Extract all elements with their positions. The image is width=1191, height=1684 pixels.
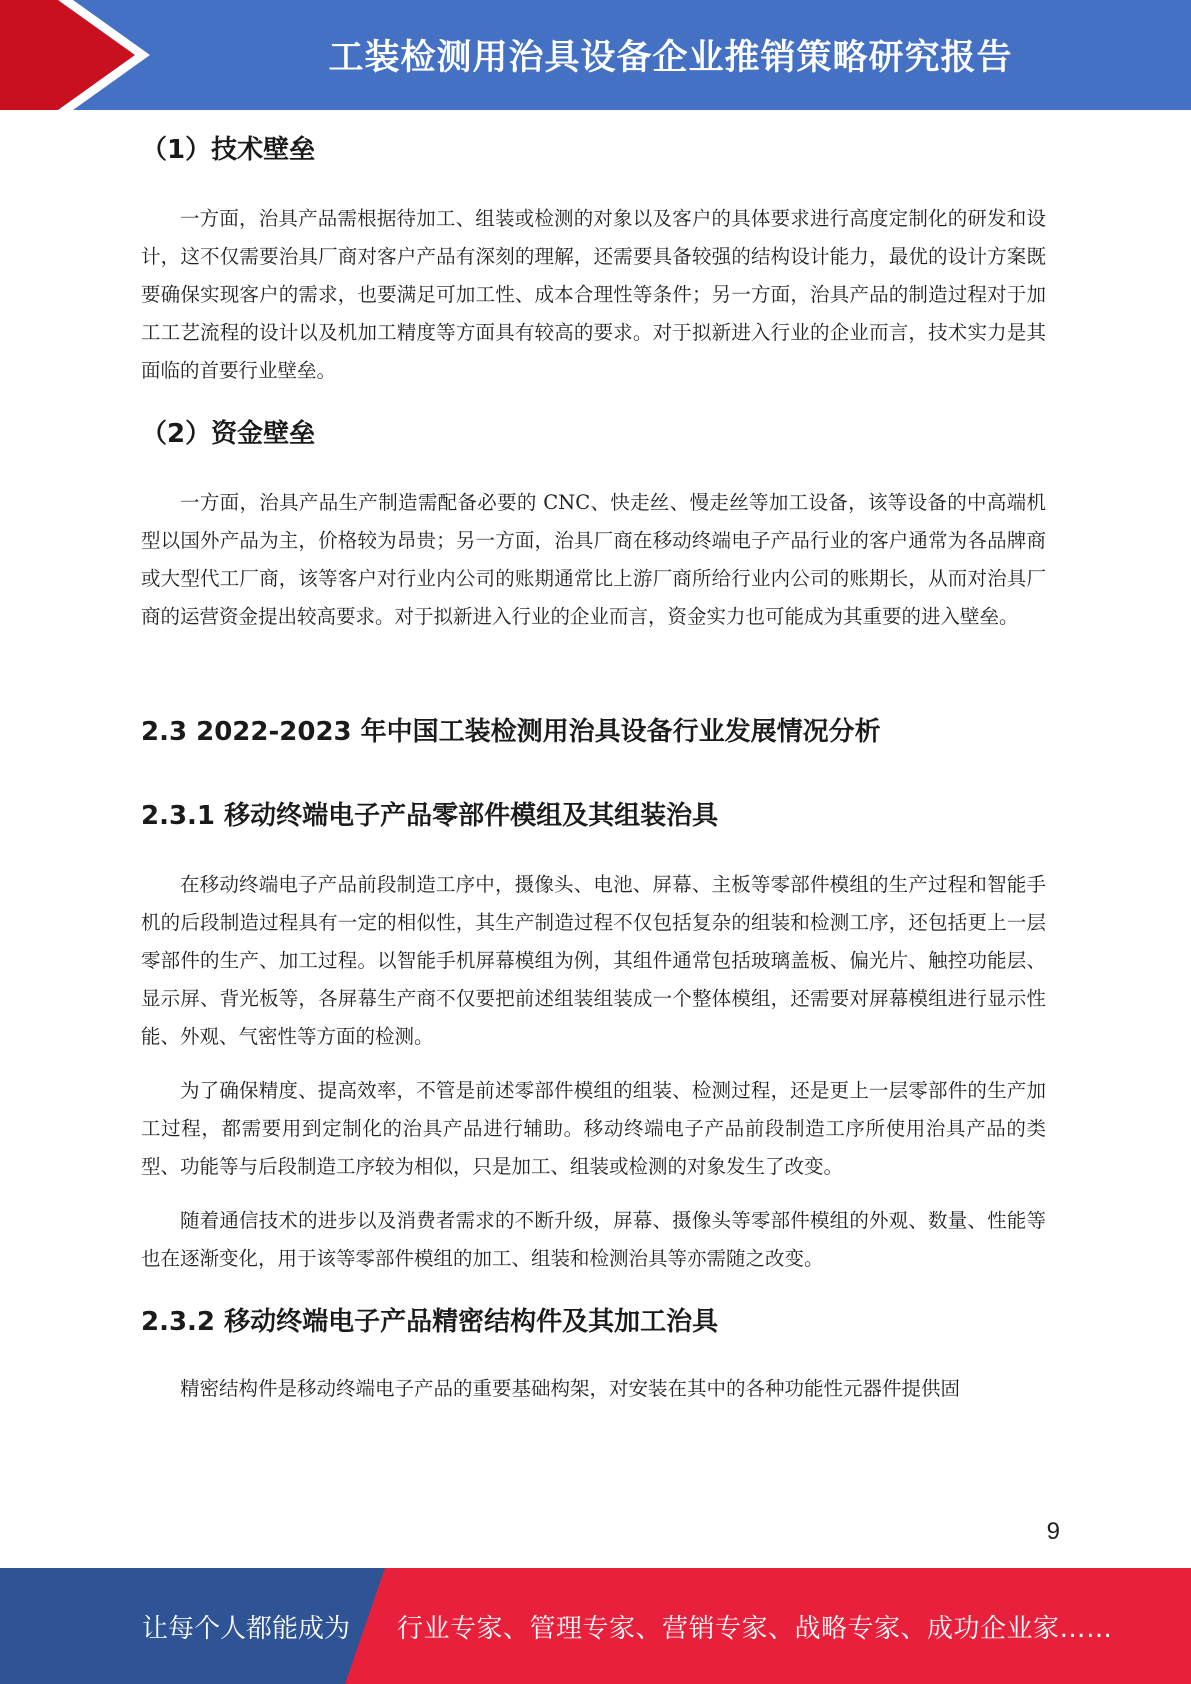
- header-chevron-decoration: [0, 0, 150, 110]
- heading-technical-barrier: （1）技术壁垒: [141, 135, 316, 165]
- section-heading-2-3-2: 2.3.2 移动终端电子产品精密结构件及其加工治具: [141, 1307, 719, 1337]
- paragraph-2-3-1-c: 随着通信技术的进步以及消费者需求的不断升级，屏幕、摄像头等零部件模组的外观、数量、性能等也在逐渐变化，用于该等零部件模组的加工、组装和检测治具等亦需随之改变。: [141, 1209, 1046, 1270]
- paragraph-2-3-2: 精密结构件是移动终端电子产品的重要基础构架，对安装在其中的各种功能性元器件提供固: [180, 1377, 961, 1400]
- page-footer: [0, 1568, 1191, 1684]
- section-heading-2-3: 2.3 2022-2023 年中国工装检测用治具设备行业发展情况分析: [141, 717, 881, 747]
- page-content: [141, 118, 1046, 1408]
- footer-slogan-right: 行业专家、管理专家、营销专家、战略专家、成功企业家……: [397, 1613, 1113, 1644]
- paragraph-2-3-1-a: 在移动终端电子产品前段制造工序中，摄像头、电池、屏幕、主板等零部件模组的生产过程和智能手机的后段制造过程具有一定的相似性，其生产制造过程不仅包括复杂的组装和检测工序，还包括更上一层零部件的生产、加工过程。以智能手机屏幕模组为例，其组件通常包括玻璃盖板、偏光片、触控功能层、显示屏、背光板等，各屏幕生产商不仅要把前述组装组装成一个整体模组，还需要对屏幕模组进行显示性能、外观、气密性等方面的检测。: [141, 873, 1046, 1048]
- paragraph-technical-barrier: 一方面，治具产品需根据待加工、组装或检测的对象以及客户的具体要求进行高度定制化的研发和设计，这不仅需要治具厂商对客户产品有深刻的理解，还需要具备较强的结构设计能力，最优的设计方案既要确保实现客户的需求，也要满足可加工性、成本合理性等条件；另一方面，治具产品的制造过程对于加工工艺流程的设计以及机加工精度等方面具有较高的要求。对于拟新进入行业的企业而言，技术实力是其面临的首要行业壁垒。: [141, 207, 1046, 382]
- section-heading-2-3-1: 2.3.1 移动终端电子产品零部件模组及其组装治具: [141, 801, 719, 831]
- heading-capital-barrier: （2）资金壁垒: [141, 419, 316, 449]
- footer-slogan-left: 让每个人都能成为: [142, 1613, 351, 1644]
- page-number: 9: [1046, 1518, 1060, 1545]
- page-header: [0, 0, 1191, 110]
- paragraph-capital-barrier: 一方面，治具产品生产制造需配备必要的 CNC、快走丝、慢走丝等加工设备，该等设备的中高端机型以国外产品为主，价格较为昂贵；另一方面，治具厂商在移动终端电子产品行业的客户通常为各品牌商或大型代工厂商，该等客户对行业内公司的账期通常比上游厂商所给行业内公司的账期长，从而对治具厂商的运营资金提出较高要求。对于拟新进入行业的企业而言，资金实力也可能成为其重要的进入壁垒。: [141, 491, 1046, 628]
- paragraph-2-3-1-b: 为了确保精度、提高效率，不管是前述零部件模组的组装、检测过程，还是更上一层零部件的生产加工过程，都需要用到定制化的治具产品进行辅助。移动终端电子产品前段制造工序所使用治具产品的类型、功能等与后段制造工序较为相似，只是加工、组装或检测的对象发生了改变。: [141, 1079, 1046, 1178]
- report-title: 工装检测用治具设备企业推销策略研究报告: [328, 38, 1013, 78]
